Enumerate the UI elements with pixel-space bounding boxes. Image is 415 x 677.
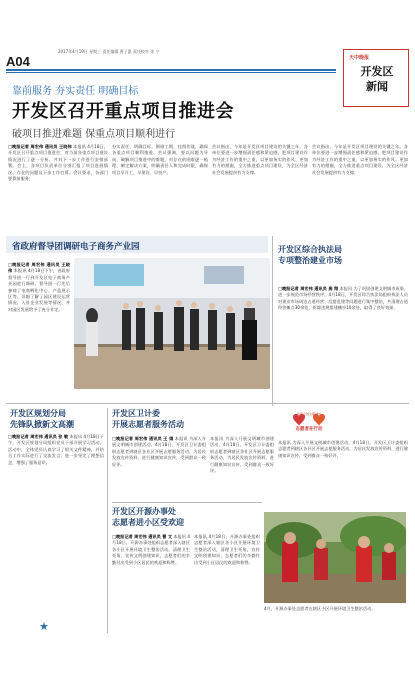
inspection-photo-image <box>74 258 270 389</box>
lead-column-4 <box>312 144 408 234</box>
volunteer-photo-image <box>264 512 406 603</box>
ecology-title-line1: 开发区开源办事处 <box>112 507 176 516</box>
health-byline: □晚报记者 周宏伟 通讯员 王 娟 <box>112 436 174 441</box>
inspect-column <box>8 262 70 382</box>
law-byline: □晚报记者 周宏伟 通讯员 高 翔 <box>278 286 339 291</box>
health-body: 本报讯 为深入开展文明城市创建活动，4月18日，开发区卫计委组织志愿者到辖区各社区开展志愿服务活动，为居民发放宣传资料，进行健康知识宣传，受到群众一致好评。 <box>112 436 206 467</box>
ecology-divider <box>112 502 262 503</box>
health-body-right: 本报讯 为深入开展文明城市创建活动，4月18日，开发区卫计委组织志愿者到辖区各社区开展志愿服务活动，为居民发放宣传资料，进行健康知识宣传，受到群众一致好评。 <box>278 440 408 458</box>
planning-title-line2: 先锋队掀新文高潮 <box>10 420 74 429</box>
health-column-1 <box>112 436 206 498</box>
header-rule-thin <box>6 72 336 73</box>
section-badge <box>343 49 409 107</box>
inspect-byline: □晚报记者 周宏伟 通讯员 王晓伟 <box>8 262 70 274</box>
header-rule <box>6 69 336 71</box>
lead-body-3: 会议指出，今年是开发区项目建设的关键之年，各单位要进一步增强责任感和紧迫感，把项目建设作为经济工作的重中之重，以更加务实的作风、更加有力的措施，全力推进重点项目建设，为全区经济社会发展提供有力支撑。 <box>212 144 308 175</box>
inspect-body: 本报讯 4月18日下午，省政府督导团一行到开发区电子商务产业园进行调研。督导团一行先后参观了电商孵化中心、产品展示区等，详细了解了园区建设运营情况、入驻企业发展等情况，并对园区发展给予了充分肯定。 <box>8 268 70 312</box>
ecology-title-line2: 志愿者进小区受欢迎 <box>112 518 184 527</box>
volunteer-logo-line2: 志愿者在行动 <box>295 427 323 432</box>
lead-headline: 开发区召开重点项目推进会 <box>12 101 234 122</box>
ecology-body-cont: 本报讯 4月18日，开源办事处组织志愿者深入辖区各小区开展环境卫生整治活动，清理卫生死角，宣传文明创建知识，志愿者们的辛勤付出受到小区居民的欢迎和称赞。 <box>194 534 260 565</box>
lead-body-2: 夯实责任，明确目标，倒排工期，挂图作战，确保各重点项目顺利推进。会议强调，要以问题为导向，破解项目推进中的难题，对存在的困难逐一梳理，制定解决方案，明确责任人和完成时限，确保项目早开工、早建设、早投产。 <box>112 144 208 175</box>
section-title-line1: 开发区 <box>360 65 394 78</box>
law-column <box>278 286 408 398</box>
volunteer-logo-line1: 创建全国文明城市 <box>296 412 321 416</box>
section-title-line2: 新闻 <box>366 80 388 93</box>
planning-byline: □晚报记者 周宏伟 通讯员 张 敏 <box>8 434 69 439</box>
section-divider <box>6 403 409 404</box>
issue-meta: 2017年4月19日 星期三 责任编辑 曹子惠 责任校对 张 宁 <box>58 49 160 54</box>
star-icon: ★ <box>39 620 49 633</box>
law-body: 本报讯 为了巩固创建文明城市成果，进一步规范市场经营秩序，4月18日，开发区综合执法局组织执法人员对建业市场周边占道经营、乱搭乱建等问题进行集中整治，共清理占道经营摊点30余处，拆除违规搭建棚亭10余处，取得了良好效果。 <box>278 286 408 311</box>
lead-column-2 <box>112 144 208 234</box>
ecology-body: 本报讯 4月18日，开源办事处组织志愿者深入辖区各小区开展环境卫生整治活动，清理卫生死角，宣传文明创建知识，志愿者们的辛勤付出受到小区居民的欢迎和称赞。 <box>112 534 190 565</box>
brand-logo: 天中晚报 <box>349 55 370 61</box>
health-title <box>112 408 184 430</box>
lead-column-1 <box>8 144 108 234</box>
lead-byline: □晚报记者 周宏伟 通讯员 王晓伟 <box>8 144 72 149</box>
planning-title-line1: 开发区规划分局 <box>10 409 66 418</box>
law-title-line1: 开发区综合执法局 <box>278 245 342 254</box>
inspection-photo <box>74 258 270 389</box>
volunteer-logo <box>285 411 333 435</box>
photo-caption: 4月，开源办事处志愿者在辖区小区开展环境卫生整治活动。 <box>264 606 376 611</box>
volunteer-photo <box>264 512 406 603</box>
lead-body-1: 本报讯 4月18日，开发区召开重点项目推进会，对当前各重点项目建设情况进行了逐一分析，并对下一步工作进行安排部署。会上，各项目负责单位分别汇报了项目进展情况、存在的问题及下步工作打算。会议要求，各部门要靠前服务， <box>8 144 108 182</box>
ecology-title <box>112 506 184 528</box>
ecology-column-1 <box>112 534 190 629</box>
column-divider-right <box>272 236 273 406</box>
column-divider-left <box>107 408 108 633</box>
section-title <box>352 64 402 94</box>
page-number: A04 <box>6 54 30 69</box>
health-body-cont: 本报讯 为深入开展文明城市创建活动，4月18日，开发区卫计委组织志愿者到辖区各社区开展志愿服务活动，为居民发放宣传资料，进行健康知识宣传，受到群众一致好评。 <box>210 436 274 474</box>
ecology-column-2 <box>194 534 260 629</box>
lead-column-3 <box>212 144 308 234</box>
ecology-byline: □晚报记者 周宏伟 通讯员 曹 文 <box>112 534 173 539</box>
health-column-2 <box>210 436 274 498</box>
lead-subhead: 破项目推进难题 保重点项目顺利进行 <box>12 129 176 140</box>
planning-title <box>10 408 74 430</box>
lead-kicker: 靠前服务 夯实责任 明确目标 <box>12 86 139 97</box>
law-title <box>278 244 342 266</box>
inspect-title: 省政府督导团调研电子商务产业园 <box>12 242 140 252</box>
planning-column <box>8 434 104 614</box>
law-title-line2: 专项整治建业市场 <box>278 256 342 265</box>
planning-body: 本报讯 4月18日下午，开发区规划分局组织党员干部开展学习活动。活动中，全体党员认真学习了相关文件精神，并结合工作实际进行了交流发言，进一步坚定了理想信念，增强了服务意识。 <box>8 434 104 465</box>
lead-body-4: 会议指出，今年是开发区项目建设的关键之年，各单位要进一步增强责任感和紧迫感，把项目建设作为经济工作的重中之重，以更加务实的作风、更加有力的措施，全力推进重点项目建设，为全区经济社会发展提供有力支撑。 <box>312 144 408 175</box>
health-column-3 <box>278 440 408 506</box>
health-title-line2: 开展志愿者服务活动 <box>112 420 184 429</box>
health-title-line1: 开发区卫计委 <box>112 409 160 418</box>
